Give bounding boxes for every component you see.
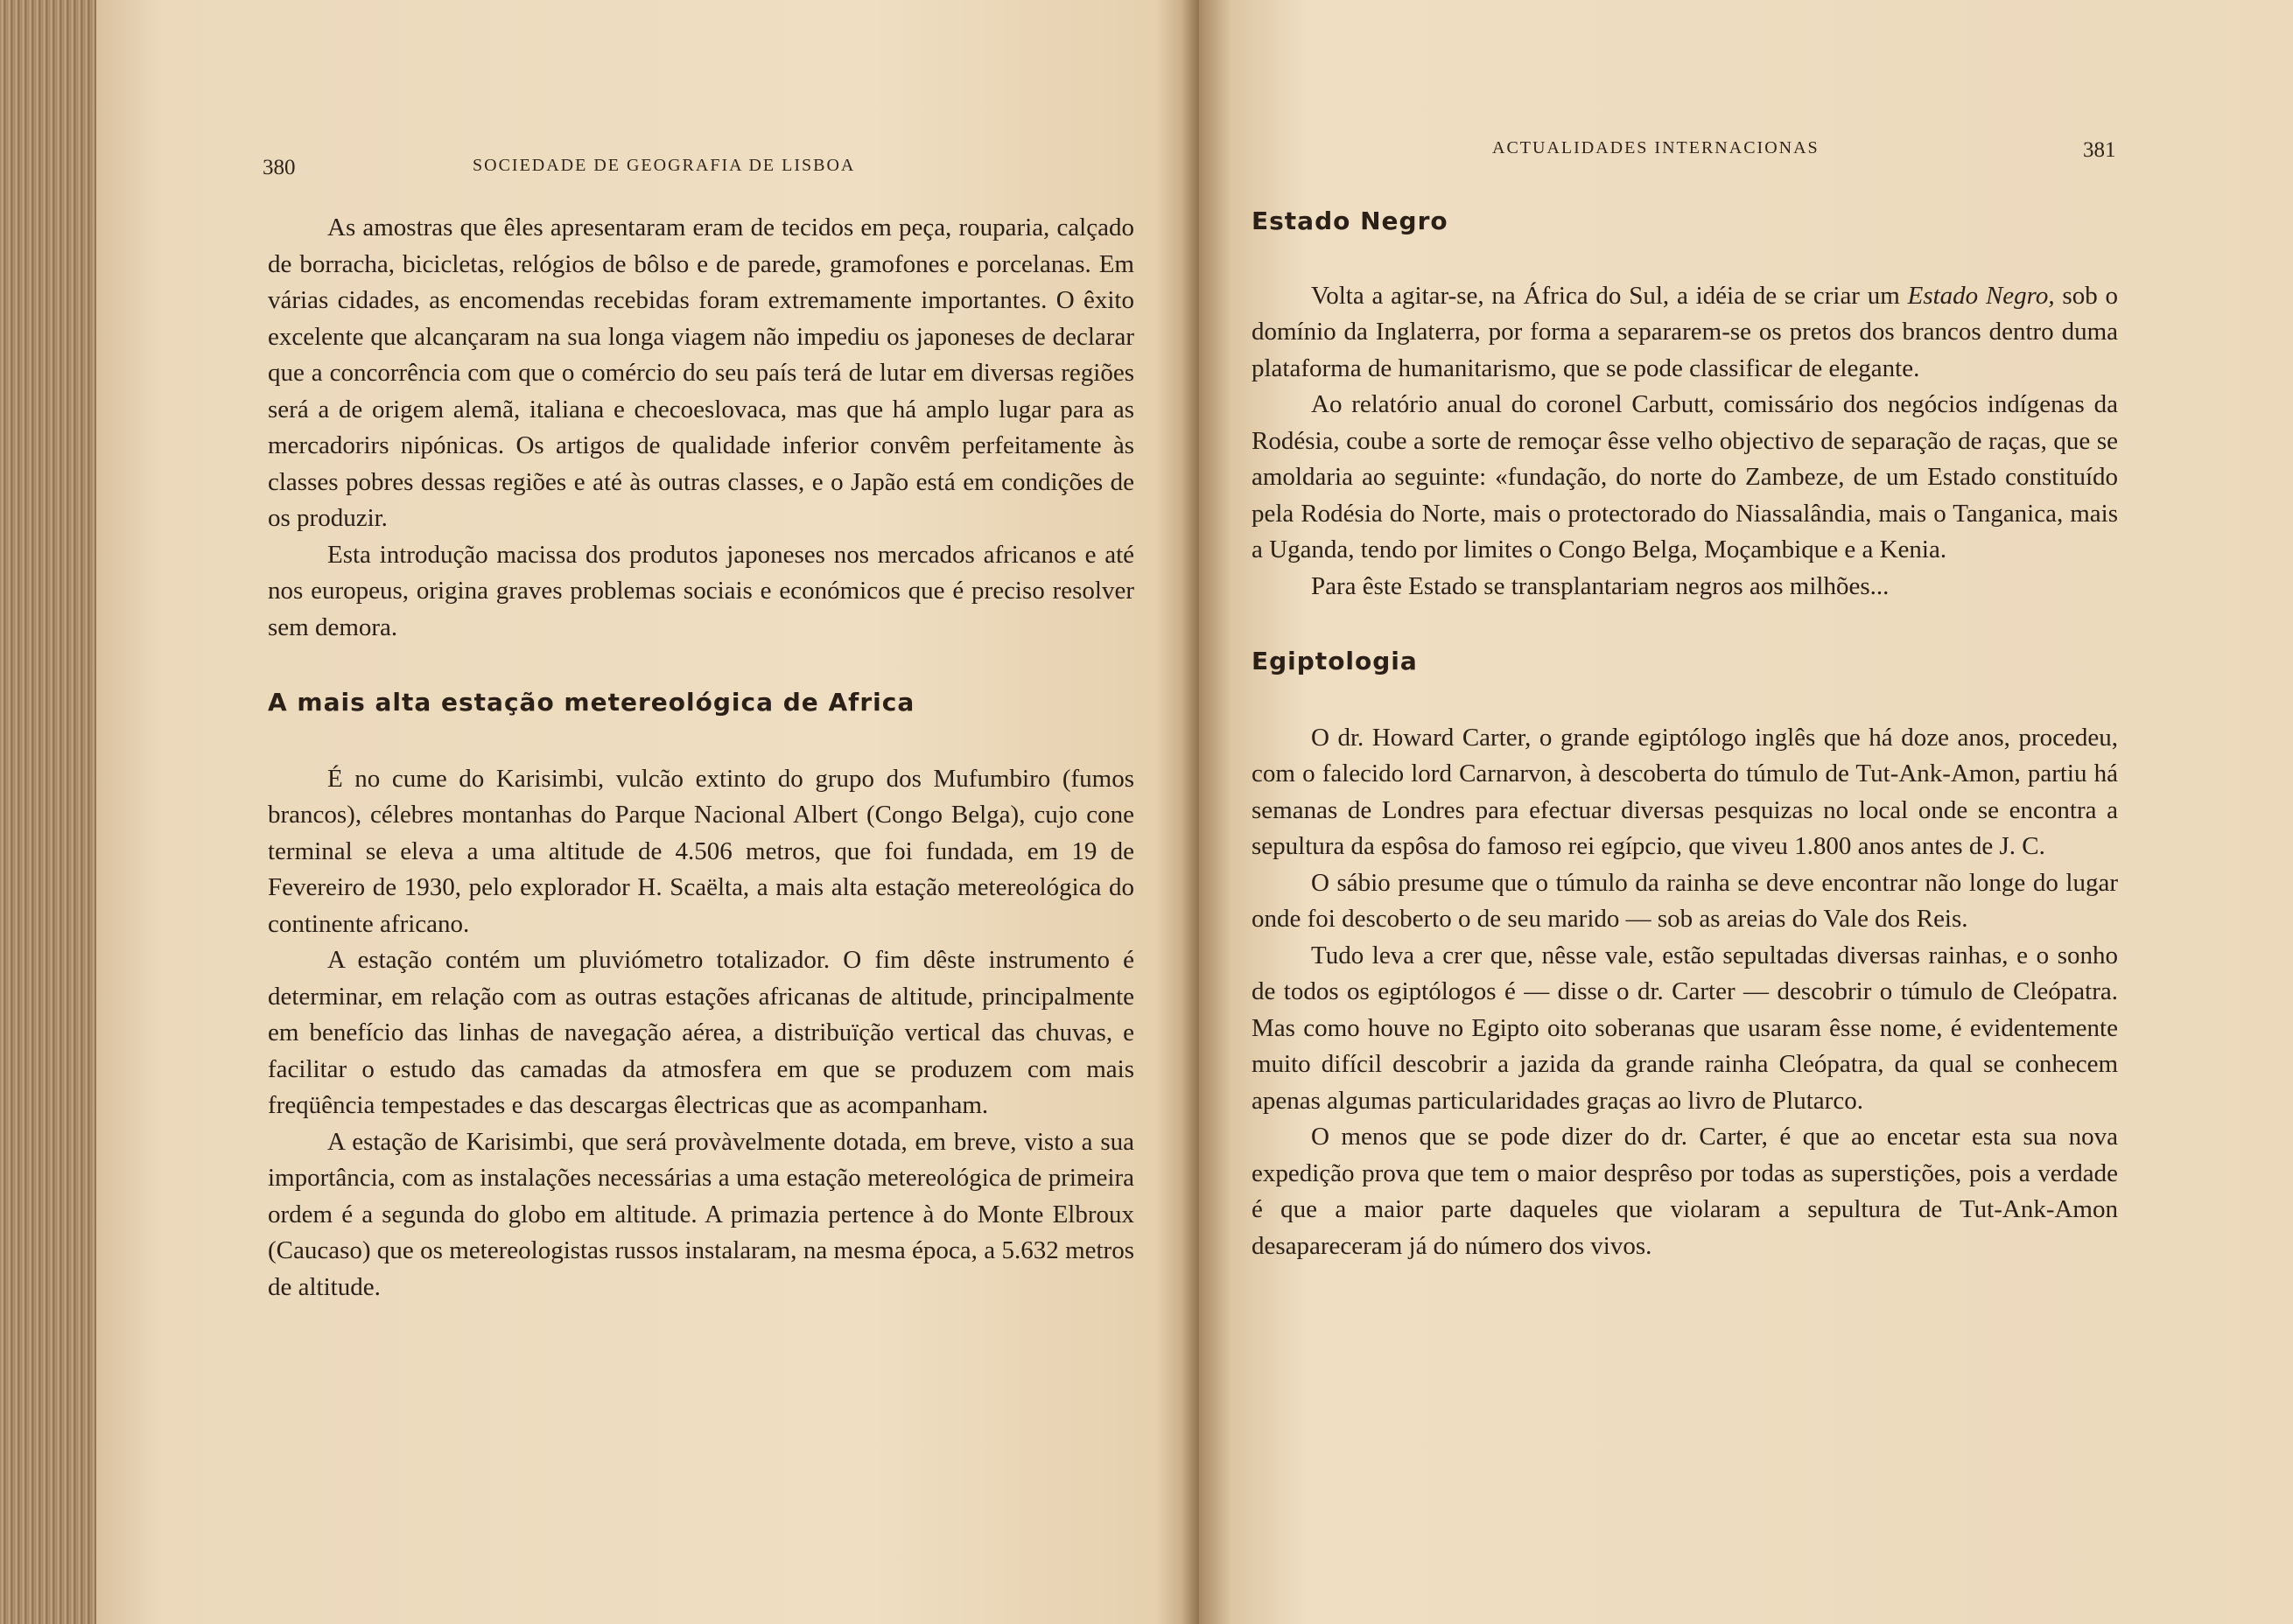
right-text-column (1252, 203, 2118, 1264)
paragraph: O menos que se pode dizer do dr. Carter, é que ao encetar esta sua nova expedição prova que tem o maior desprêso por todas as superstições, pois a verdade é que a maior parte daqueles que violaram a sepultura de Tut-Ank-Amon desapareceram já do número dos vivos. (1252, 1123, 2118, 1260)
paragraph: Ao relatório anual do coronel Carbutt, comissário dos negócios indígenas da Rodésia, coube a sorte de remoçar êsse velho objectivo de separação de raças, que se amoldaria ao seguinte: «fundação, do norte do Zambeze, de um Estado constituído pela Rodésia do Norte, mais o protectorado do Niassalândia, mais o Tanganica, mais a Uganda, tendo por limites o Congo Belga, Moçambique e a Kenia. (1252, 390, 2118, 564)
paragraph: É no cume do Karisimbi, vulcão extinto do grupo dos Mufumbiro (fumos brancos), célebres montanhas do Parque Nacional Albert (Congo Belga), cujo cone terminal se eleva a uma altitude de 4.506 metros, que foi fundada, em 19 de Fevereiro de 1930, pelo explorador H. Scaëlta, a mais alta estação metereológica do continente africano. (268, 764, 1134, 938)
paragraph: As amostras que êles apresentaram eram de tecidos em peça, rouparia, calçado de borracha, bicicletas, relógios de bôlso e de parede, gramofones e porcelanas. Em várias cidades, as encomendas recebidas foram extremamente importantes. O êxito excelente que alcançaram na sua longa viagem não impediu os japoneses de declarar que a concorrência com que o comércio do seu país terá de lutar em diversas regiões será a de origem alemã, italiana e checoeslovaca, mas que há amplo lugar para as mercadorirs nipónicas. Os artigos de qualidade inferior convêm perfeitamente às classes pobres dessas regiões e até às outras classes, e o Japão está em condições de os produzir. (268, 214, 1134, 532)
emphasis: Estado Negro, (1907, 281, 2055, 310)
page-edges (0, 0, 96, 1624)
running-header: SOCIEDADE DE GEOGRAFIA DE LISBOA (473, 156, 856, 175)
paragraph: A estação de Karisimbi, que será provàvelmente dotada, em breve, visto a sua importância, com as instalações necessárias a uma estação metereológica de primeira ordem é a segunda do globo em altitude. A primazia pertence à do Monte Elbroux (Caucaso) que os metereologistas russos instalaram, na mesma época, a 5.632 metros de altitude. (268, 1127, 1134, 1301)
section-heading: A mais alta estação metereológica de Africa (268, 688, 915, 717)
paragraph: Esta introdução macissa dos produtos japoneses nos mercados africanos e até nos europeus, origina graves problemas sociais e económicos que é preciso resolver sem demora. (268, 540, 1134, 641)
running-header: ACTUALIDADES INTERNACIONAS (1492, 138, 1820, 158)
paragraph: A estação contém um pluviómetro totalizador. O fim dêste instrumento é determinar, em relação com as outras estações africanas de altitude, principalmente em benefício das linhas de navegação aérea, a distribuïção vertical das chuvas, e facilitar o estudo das camadas da atmosfera em que se produzem com mais freqüência tempestades e das descargas êlectricas que as acompanham. (268, 946, 1134, 1119)
page-number: 381 (2083, 138, 2116, 162)
paragraph: O dr. Howard Carter, o grande egiptólogo inglês que há doze anos, procedeu, com o falecido lord Carnarvon, à descoberta do túmulo de Tut-Ank-Amon, partiu há semanas de Londres para efectuar diversas pesquizas no local onde se encontra a sepultura da espôsa do famoso rei egípcio, que viveu 1.800 anos antes de J. C. (1252, 723, 2118, 860)
paragraph: Tudo leva a crer que, nêsse vale, estão sepultadas diversas rainhas, e o sonho de todos os egiptólogos é — disse o dr. Carter — descobrir o túmulo de Cleópatra. Mas como houve no Egipto oito soberanas que usaram êsse nome, é evidentemente muito difícil descobrir a jazida da grande rainha Cleópatra, da qual se conhecem apenas algumas particularidades graças ao livro de Plutarco. (1252, 941, 2118, 1115)
right-page (1199, 0, 2293, 1624)
page-number: 380 (263, 156, 296, 179)
paragraph: Para êste Estado se transplantariam negros aos milhões... (1311, 571, 1890, 600)
section-heading: Egiptologia (1252, 647, 1418, 676)
left-page (96, 0, 1199, 1624)
section-heading: Estado Negro (1252, 206, 1448, 235)
paragraph: O sábio presume que o túmulo da rainha se deve encontrar não longe do lugar onde foi descoberto o de seu marido — sob as areias do Vale dos Reis. (1252, 868, 2118, 933)
left-text-column (268, 210, 1134, 1306)
paragraph: Volta a agitar-se, na África do Sul, a idéia de se criar um Estado Negro, sob o domínio da Inglaterra, por forma a separarem-se os pretos dos brancos dentro duma plataforma de humanitarismo, que se pode classificar de elegante. (1252, 281, 2119, 382)
